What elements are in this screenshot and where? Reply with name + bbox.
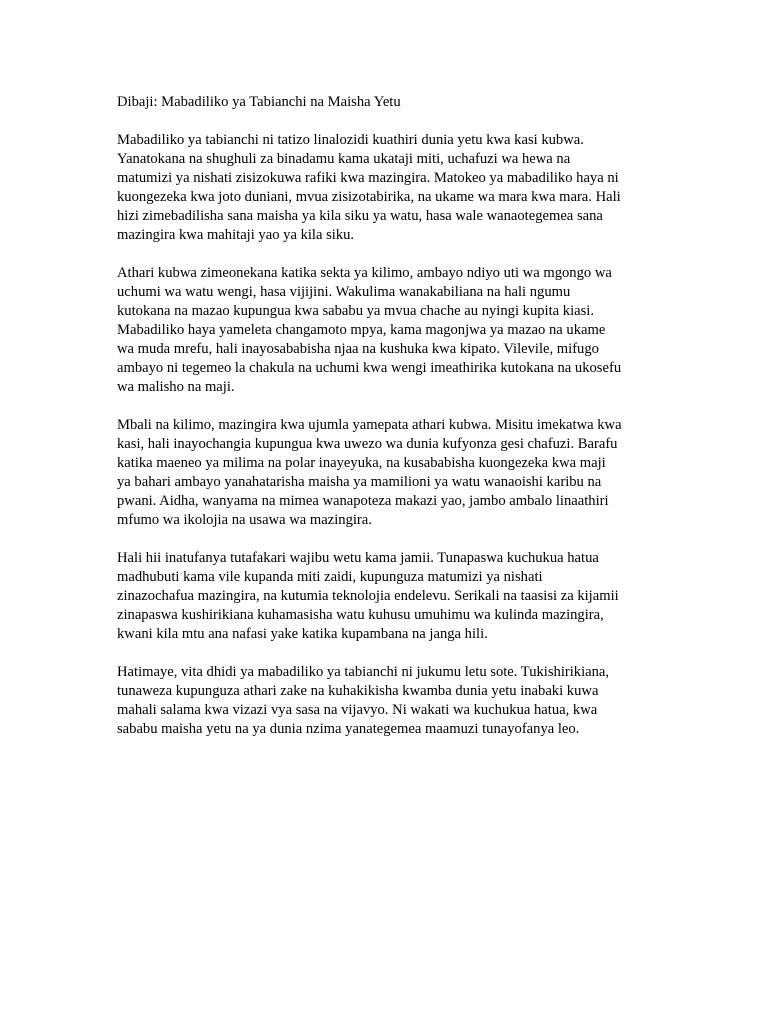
paragraph-line: wa malisho na maji. — [117, 379, 235, 395]
paragraph-line: katika maeneo ya milima na polar inayeyuka, na kusababisha kuongezeka kwa maji — [117, 455, 606, 471]
paragraph-line: wa muda mrefu, hali inayosababisha njaa na kushuka kwa kipato. Vilevile, mifugo — [117, 341, 599, 357]
paragraph-line: Yanatokana na shughuli za binadamu kama ukataji miti, uchafuzi wa hewa na — [117, 151, 571, 167]
paragraph-line: matumizi ya nishati zisizokuwa rafiki kwa mazingira. Matokeo ya mabadiliko haya ni — [117, 170, 619, 186]
paragraph-line: zinapaswa kushirikiana kuhamasisha watu kuhusu umuhimu wa kulinda mazingira, — [117, 607, 604, 623]
paragraph-line: kutokana na mazao kupungua kwa sababu ya mvua chache au nyingi kupita kiasi. — [117, 303, 594, 319]
paragraph-line: sababu maisha yetu na ya dunia nzima yanategemea maamuzi tunayofanya leo. — [117, 721, 580, 737]
paragraph-2 — [117, 264, 657, 397]
paragraph-line: mazingira kwa mahitaji yao ya kila siku. — [117, 227, 355, 243]
paragraph-line: kuongezeka kwa joto duniani, mvua zisizotabirika, na ukame wa mara kwa mara. Hali — [117, 189, 621, 205]
document-title: Dibaji: Mabadiliko ya Tabianchi na Maisha Yetu — [117, 94, 401, 110]
paragraph-line: uchumi wa watu wengi, hasa vijijini. Wakulima wanakabiliana na hali ngumu — [117, 284, 571, 300]
paragraph-5 — [117, 663, 657, 739]
paragraph-line: mahali salama kwa vizazi vya sasa na vijavyo. Ni wakati wa kuchukua hatua, kwa — [117, 702, 598, 718]
paragraph-line: hizi zimebadilisha sana maisha ya kila siku ya watu, hasa wale wanaotegemea sana — [117, 208, 603, 224]
paragraph-line: Mabadiliko ya tabianchi ni tatizo linalozidi kuathiri dunia yetu kwa kasi kubwa. — [117, 132, 584, 148]
paragraph-line: pwani. Aidha, wanyama na mimea wanapoteza makazi yao, jambo ambalo linaathiri — [117, 493, 609, 509]
paragraph-line: zinazochafua mazingira, na kutumia teknolojia endelevu. Serikali na taasisi za kijamii — [117, 588, 619, 604]
paragraph-line: madhubuti kama vile kupanda miti zaidi, kupunguza matumizi ya nishati — [117, 569, 543, 585]
paragraph-line: Athari kubwa zimeonekana katika sekta ya kilimo, ambayo ndiyo uti wa mgongo wa — [117, 265, 612, 281]
paragraph-line: Hatimaye, vita dhidi ya mabadiliko ya tabianchi ni jukumu letu sote. Tukishirikiana, — [117, 664, 610, 680]
document-body — [117, 93, 657, 758]
paragraph-line: Mabadiliko haya yameleta changamoto mpya, kama magonjwa ya mazao na ukame — [117, 322, 606, 338]
paragraph-3 — [117, 416, 657, 530]
paragraph-1 — [117, 131, 657, 245]
paragraph-line: kwani kila mtu ana nafasi yake katika kupambana na janga hili. — [117, 626, 488, 642]
paragraph-4 — [117, 549, 657, 644]
paragraph-line: Mbali na kilimo, mazingira kwa ujumla yamepata athari kubwa. Misitu imekatwa kwa — [117, 417, 622, 433]
paragraph-line: mfumo wa ikolojia na usawa wa mazingira. — [117, 512, 372, 528]
paragraph-line: Hali hii inatufanya tutafakari wajibu wetu kama jamii. Tunapaswa kuchukua hatua — [117, 550, 599, 566]
paragraph-line: tunaweza kupunguza athari zake na kuhakikisha kwamba dunia yetu inabaki kuwa — [117, 683, 599, 699]
paragraph-line: kasi, hali inayochangia kupungua kwa uwezo wa dunia kufyonza gesi chafuzi. Barafu — [117, 436, 618, 452]
paragraph-line: ambayo ni tegemeo la chakula na uchumi kwa wengi imeathirika kutokana na ukosefu — [117, 360, 622, 376]
paragraph-line: ya bahari ambayo yanahatarisha maisha ya mamilioni ya watu wanaoishi karibu na — [117, 474, 602, 490]
